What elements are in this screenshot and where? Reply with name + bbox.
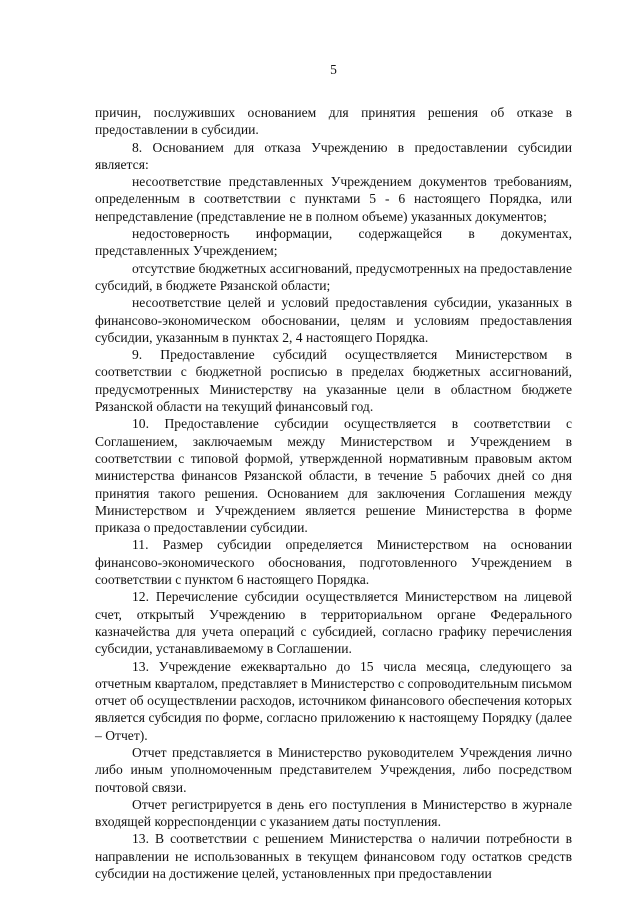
paragraph: 8. Основанием для отказа Учреждению в предоставлении субсидии является: — [95, 139, 572, 172]
paragraph: Отчет регистрируется в день его поступления в Министерство в журнале входящей корреспонденции с указанием даты поступления. — [95, 796, 572, 830]
paragraph: Отчет представляется в Министерство руководителем Учреждения лично либо иным уполномоченным представителем Учреждения, либо посредством почтовой связи. — [95, 744, 572, 795]
paragraph: 10. Предоставление субсидии осуществляется в соответствии с Соглашением, заключаемым между Министерством и Учреждением в соответствии с типовой формой, утвержденной нормативным правовым актом министерства финансов Рязанской области, в течение 5 рабочих дней со дня принятия такого решения. Основанием для заключения Соглашения между Министерством и Учреждением является решение Министерства в форме приказа о предоставлении субсидии. — [95, 416, 572, 536]
paragraph: 13. В соответствии с решением Министерства о наличии потребности в направлении не использованных в текущем финансовом году остатков средств субсидии на достижение целей, установленных при предоставлении — [95, 831, 572, 882]
paragraph: 9. Предоставление субсидий осуществляется Министерством в соответствии с бюджетной росписью в пределах бюджетных ассигнований, предусмотренных Министерству на указанные цели в областном бюджете Рязанской области на текущий финансовый год. — [95, 347, 572, 415]
paragraph: 12. Перечисление субсидии осуществляется Министерством на лицевой счет, открытый Учреждению в территориальном органе Федерального казначейства для учета операций с субсидией, согласно графику перечисления субсидии, устанавливаемому в Соглашении. — [95, 589, 572, 657]
paragraph: 13. Учреждение ежеквартально до 15 числа месяца, следующего за отчетным кварталом, представляет в Министерство с сопроводительным письмом отчет об осуществлении расходов, источником финансового обеспечения которых является субсидия по форме, согласно приложению к настоящему Порядку (далее – Отчет). — [95, 658, 572, 743]
paragraph: причин, послуживших основанием для принятия решения об отказе в предоставлении в субсидии. — [95, 105, 572, 138]
page-number: 5 — [330, 62, 337, 77]
paragraph: отсутствие бюджетных ассигнований, предусмотренных на предоставление субсидий, в бюджете Рязанской области; — [95, 260, 572, 293]
paragraph: несоответствие целей и условий предоставления субсидии, указанных в финансово-экономическом обосновании, целям и условиям предоставления субсидии, указанным в пунктах 2, 4 настоящего Порядка. — [95, 295, 572, 345]
paragraph: недостоверность информации, содержащейся в документах, представленных Учреждением; — [95, 226, 572, 259]
document-body — [95, 104, 572, 882]
paragraph: 11. Размер субсидии определяется Министерством на основании финансово-экономического обоснования, подготовленного Учреждением в соответствии с пунктом 6 настоящего Порядка. — [95, 537, 572, 588]
paragraph: несоответствие представленных Учреждением документов требованиям, определенным в соответствии с пунктами 5 - 6 настоящего Порядка, или непредставление (представление не в полном объеме) указанных документов; — [95, 174, 572, 224]
